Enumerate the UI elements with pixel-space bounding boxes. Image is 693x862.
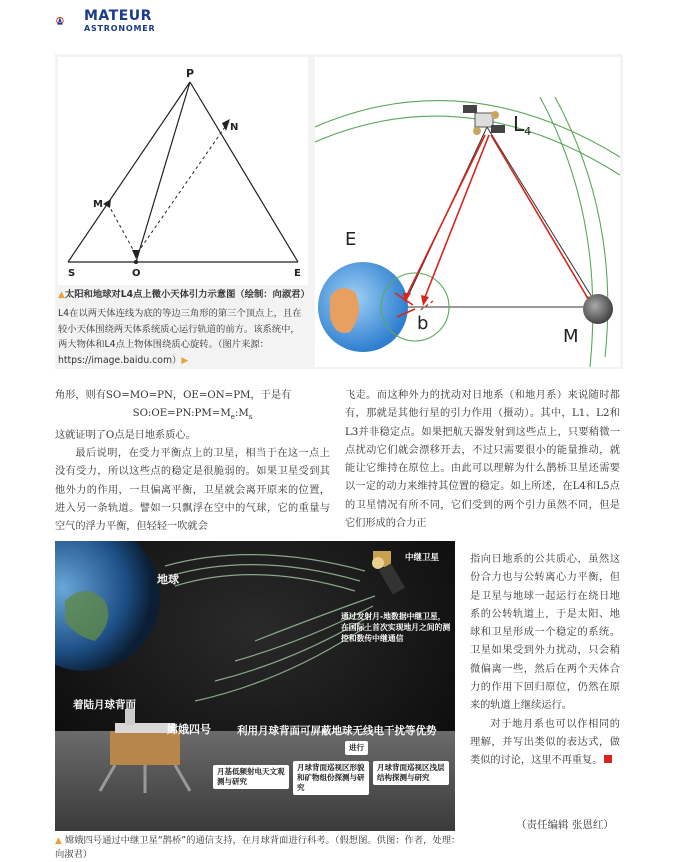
dashed-lines <box>108 127 225 255</box>
article-paragraph-earth-moon: 对于地月系也可以作相同的理解，并写出类似的表达式，做类似的讨论，这里不再重复。 <box>470 718 620 767</box>
end-mark-icon <box>604 755 612 763</box>
article-paragraph-l4-stability: 指向日地系的公共质心，虽然这份合力也与公转离心力平衡，但是卫星与地球一起运行在绕日地系的公转轨道上，于是太阳、地球和卫星形成一个稳定的系统。卫星如果受到外力扰动，只会稍微偏离一些，然后在两个天体合力的作用下回归原位，仍然在原来的轨道上继续运行。 <box>470 554 620 712</box>
article-right-column-top <box>345 387 620 533</box>
article-left-column <box>55 387 330 536</box>
dashed-force <box>419 301 433 311</box>
label-m: M <box>93 199 103 210</box>
moon-planet <box>583 294 613 324</box>
caption-marker-icon: ▲ <box>55 836 62 846</box>
article-paragraph-perturbation: 飞走。而这种外力的扰动对日地系（和地月系）来说随时都有，那就是其他行星的引力作用（摄动）。其中，L1、L2和L3并非稳定点。如果把航天器发射到这些点上，只要稍微一点扰动它们就会漂移开去，不过只需要很小的能量推动，就能让它维持在原位上。由此可以理解为什么鹊桥卫星还需要以一定的动力来维持其位置的稳定。如上所述，在L4和L5点的卫星情况有所不同，它们受到的两个引力虽然不同，但是它们形成的合力正 <box>345 390 620 530</box>
triangle-caption: ▲太阳和地球对L4点上微小天体引力示意图（绘制：向淑君） <box>58 289 310 300</box>
science-box-structure: 月球背面巡视区浅层结构探测与研究 <box>373 761 449 785</box>
force-arrows <box>395 135 590 317</box>
label-p: P <box>186 67 195 80</box>
logo-text: MATEUR <box>84 8 152 24</box>
photo-label-earth: 地球 <box>157 573 179 586</box>
magazine-logo-icon <box>56 6 86 36</box>
arrow-head-m <box>103 199 111 208</box>
science-box-morphology: 月球背面巡视区形貌和矿物组份探测与研究 <box>293 761 369 795</box>
satellite-icon <box>463 105 505 135</box>
article-formula-line3: 这就证明了O点是日地系质心。 <box>55 429 196 441</box>
article-formula-line2: $SO:OE=PN:PM=M_e:M_s$ <box>132 408 253 422</box>
editor-credit: （责任编辑 张恩红） <box>516 819 614 831</box>
label-moon-m: M <box>563 326 579 347</box>
change4-illustration <box>55 541 455 831</box>
science-box-radio: 月基低频射电天文观测与研究 <box>213 765 289 789</box>
label-s: S <box>68 268 76 279</box>
label-o: O <box>132 268 141 279</box>
photo-label-change4: 嫦娥四号 <box>167 723 211 736</box>
triangle-lines <box>68 82 298 262</box>
arrow-marker-icon: ▶ <box>181 355 189 366</box>
point-o <box>134 260 138 264</box>
logo-subtext: ASTRONOMER <box>84 24 156 33</box>
label-earth-e: E <box>345 229 357 250</box>
photo-label-landing: 着陆月球背面 <box>73 699 136 711</box>
l4-diagram <box>315 57 620 367</box>
label-l4: $L_4$ <box>513 112 532 138</box>
triangle-marker-icon: ▲ <box>58 290 65 300</box>
photo-label-advantage: 利用月球背面可屏蔽地球无线电干扰等优势 <box>237 725 437 737</box>
photo-caption: ▲ 嫦娥四号通过中继卫星“鹊桥”的通信支持，在月球背面进行科考。（假想图。供图：作者，处理：向淑君） <box>55 835 461 860</box>
photo-label-conduct: 进行 <box>345 741 368 755</box>
article-paragraph-stability: 最后说明，在受力平衡点上的卫星，相当于在这一点上没有受力，所以这些点的稳定是很脆弱的。如果卫星受到其他外力的作用，一旦偏离平衡，卫星就会离开原来的位置，进入另一条轨道。譬如一只飘浮在空中的气球，它的重量与空气的浮力平衡，但轻轻一吹就会 <box>55 447 330 533</box>
article-right-column-bottom <box>470 551 620 771</box>
photo-relay-description: 通过发射月-地数据中继卫星，在国际上首次实现地月之间的测控和数传中继通信 <box>341 612 451 643</box>
label-barycenter-b: b <box>417 313 429 334</box>
triangle-diagram <box>58 57 308 285</box>
label-n: N <box>230 122 239 133</box>
article-formula-line1: 角形，则有SO=MO=PN，OE=ON=PM，于是有 <box>55 390 292 401</box>
label-e: E <box>294 268 301 279</box>
photo-label-relay: 中继卫星 <box>405 553 440 563</box>
triangle-description: L4在以两天体连线为底的等边三角形的第三个顶点上，且在较小天体围绕两天体系统质心运行轨道的前方。该系统中，两大物体和L4点上物体围绕质心旋转。（图片来源：https://image.baidu.com）▶ <box>58 308 302 366</box>
